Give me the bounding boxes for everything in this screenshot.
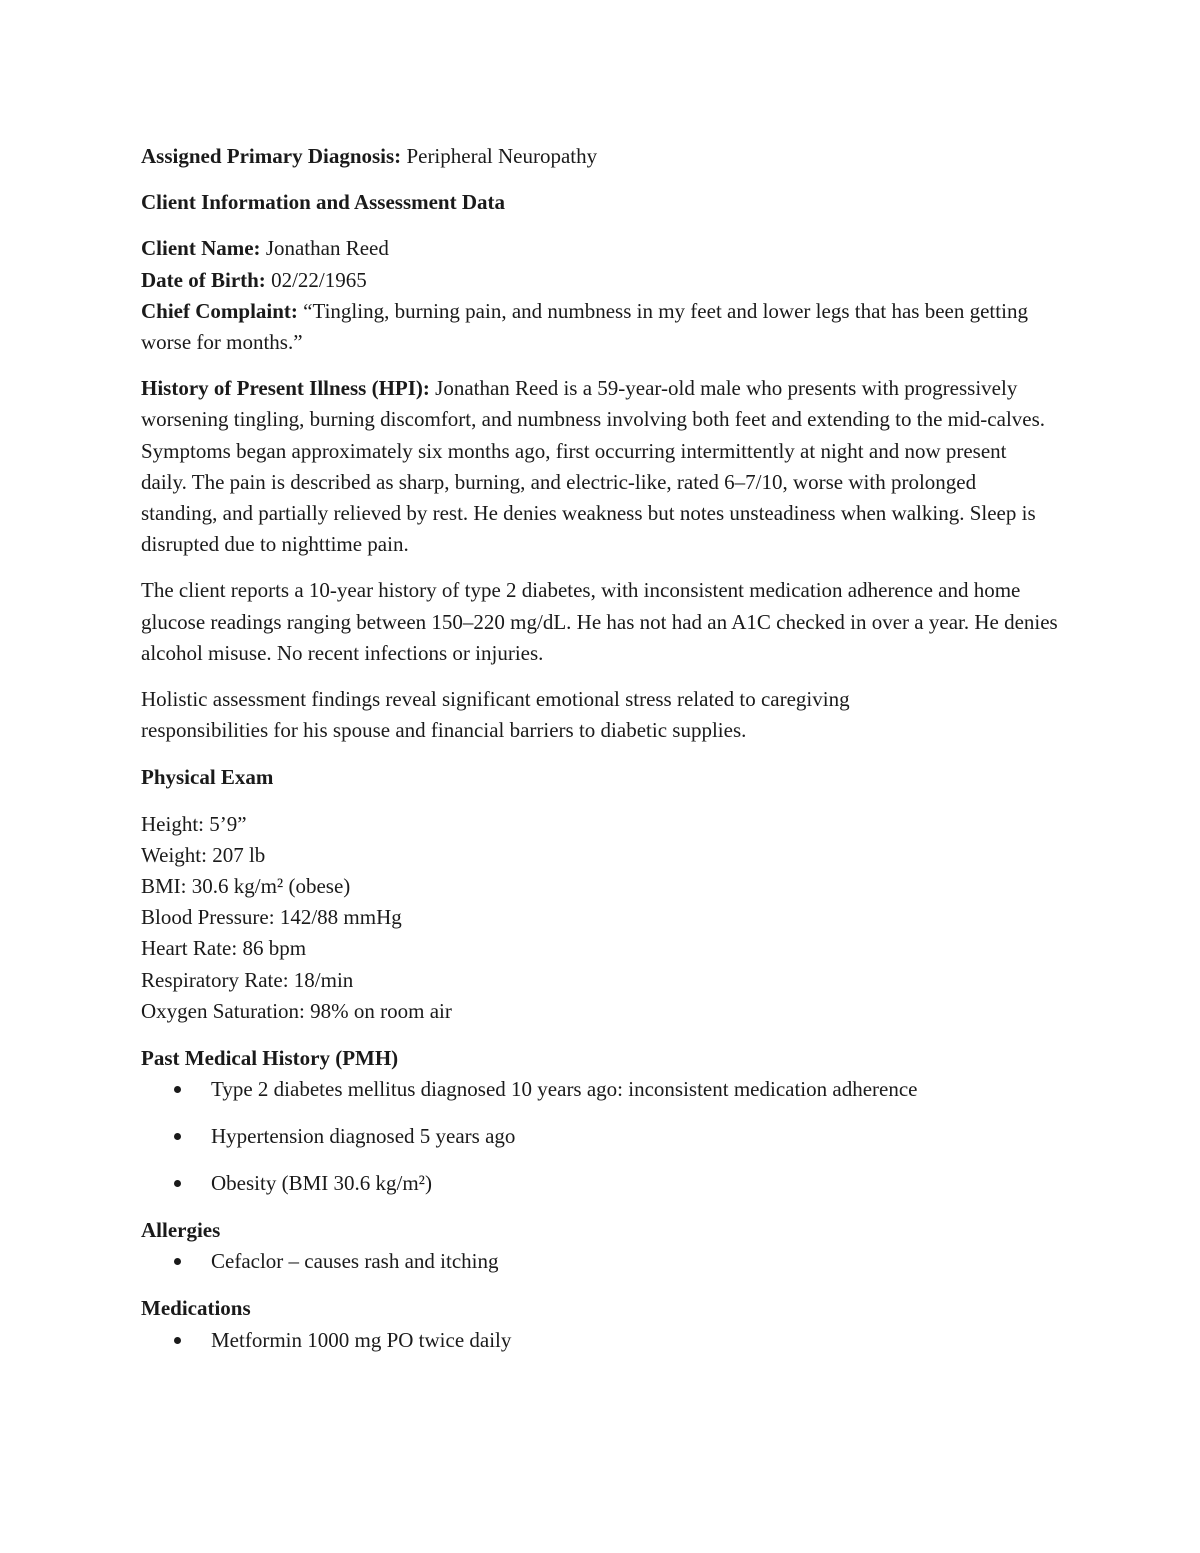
exam-respiratory-rate: Respiratory Rate: 18/min xyxy=(141,967,354,992)
diagnosis-value: Peripheral Neuropathy xyxy=(401,144,598,168)
pmh-list xyxy=(141,1074,1070,1199)
exam-weight: Weight: 207 lb xyxy=(141,842,266,867)
diagnosis-line xyxy=(141,141,1070,172)
hpi-label: History of Present Illness (HPI): xyxy=(141,376,430,401)
list-item xyxy=(141,1246,1070,1277)
exam-height: Height: 5’9” xyxy=(141,811,247,836)
list-item xyxy=(141,1121,1070,1152)
chief-complaint-line xyxy=(141,296,1041,358)
diagnosis-label: Assigned Primary Diagnosis: xyxy=(141,144,402,168)
list-item-text: Obesity (BMI 30.6 kg/m²) xyxy=(211,1170,432,1195)
dob-label: Date of Birth: xyxy=(141,267,266,292)
physical-exam-list xyxy=(141,809,1070,1027)
medications-list xyxy=(141,1325,1070,1356)
medications-heading: Medications xyxy=(141,1296,251,1321)
list-item xyxy=(141,1168,1070,1199)
pmh-heading: Past Medical History (PMH) xyxy=(141,1046,399,1071)
hpi-paragraph-2: The client reports a 10-year history of type 2 diabetes, with inconsistent medication adherence and home glucose readings ranging between 150–220 mg/dL. He has not had an A1C checked in over a year. He denies alcohol misuse. No recent infections or injuries. xyxy=(141,578,1058,665)
allergies-heading: Allergies xyxy=(141,1217,221,1242)
dob-line xyxy=(141,265,1070,296)
physical-exam-heading: Physical Exam xyxy=(141,765,274,790)
client-name-label: Client Name: xyxy=(141,236,261,261)
exam-blood-pressure: Blood Pressure: 142/88 mmHg xyxy=(141,905,402,930)
bullet-icon xyxy=(174,1086,181,1093)
hpi-paragraph xyxy=(141,373,1056,560)
bullet-icon xyxy=(174,1337,181,1344)
list-item-text: Metformin 1000 mg PO twice daily xyxy=(211,1327,512,1352)
client-info-heading: Client Information and Assessment Data xyxy=(141,190,506,215)
bullet-icon xyxy=(174,1133,181,1140)
client-name-value: Jonathan Reed xyxy=(260,236,389,261)
client-name-line xyxy=(141,233,1070,264)
list-item xyxy=(141,1074,1070,1105)
allergies-list xyxy=(141,1246,1070,1277)
hpi-text: Jonathan Reed is a 59-year-old male who presents with progressively worsening tingling, burning discomfort, and numbness involving both feet and extending to the mid-calves. Symptoms began approximately six months ago, first occurring intermittently at night and now present daily. The pain is described as sharp, burning, and electric-like, rated 6–7/10, worse with prolonged standing, and partially relieved by rest. He denies weakness but notes unsteadiness when walking. Sleep is disrupted due to nighttime pain. xyxy=(141,376,1046,557)
list-item-text: Type 2 diabetes mellitus diagnosed 10 years ago: inconsistent medication adherence xyxy=(211,1077,918,1102)
list-item xyxy=(141,1325,1070,1356)
list-item-text: Cefaclor – causes rash and itching xyxy=(211,1249,499,1274)
exam-oxygen-saturation: Oxygen Saturation: 98% on room air xyxy=(141,998,452,1023)
exam-bmi: BMI: 30.6 kg/m² (obese) xyxy=(141,874,351,899)
bullet-icon xyxy=(174,1258,181,1265)
exam-heart-rate: Heart Rate: 86 bpm xyxy=(141,936,307,961)
chief-complaint-label: Chief Complaint: xyxy=(141,298,298,323)
list-item-text: Hypertension diagnosed 5 years ago xyxy=(211,1123,516,1148)
dob-value: 02/22/1965 xyxy=(265,267,367,292)
client-info-block xyxy=(141,233,1070,358)
chief-complaint-value: “Tingling, burning pain, and numbness in my feet and lower legs that has been getting worse for months.” xyxy=(141,298,1028,355)
hpi-paragraph-3: Holistic assessment findings reveal significant emotional stress related to caregiving responsibilities for his spouse and financial barriers to diabetic supplies. xyxy=(141,687,850,743)
bullet-icon xyxy=(174,1180,181,1187)
